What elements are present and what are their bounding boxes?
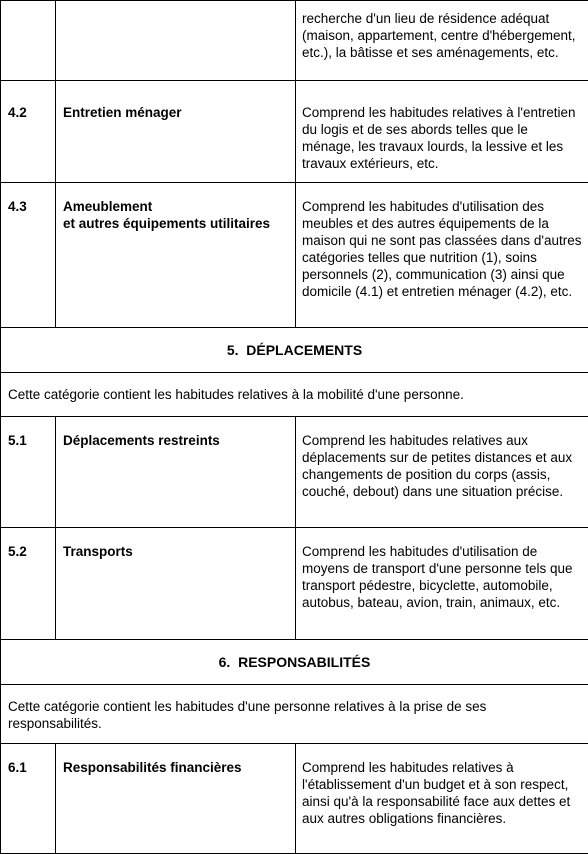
table-row <box>1 744 588 854</box>
row-number: 5.2 <box>1 528 56 640</box>
row-title: Ameublement et autres équipements utilitaires <box>56 183 296 328</box>
table-row <box>1 417 588 528</box>
row-number: 5.1 <box>1 417 56 528</box>
section-intro-row <box>1 373 588 417</box>
row-description: Comprend les habitudes relatives aux déplacements sur de petites distances et aux changements de position du corps (assis, couché, debout) dans une situation précise. <box>296 417 588 528</box>
row-description: Comprend les habitudes relatives à l'entretien du logis et de ses abords telles que le ménage, les travaux lourds, la lessive et les travaux extérieurs, etc. <box>296 81 588 183</box>
row-title: Entretien ménager <box>56 81 296 183</box>
section-heading: 6. RESPONSABILITÉS <box>1 640 588 685</box>
row-description: recherche d'un lieu de résidence adéquat (maison, appartement, centre d'hébergement, etc.), la bâtisse et ses aménagements, etc. <box>296 1 588 81</box>
section-intro-row <box>1 685 588 744</box>
section-intro: Cette catégorie contient les habitudes relatives à la mobilité d'une personne. <box>1 373 588 417</box>
table-row <box>1 1 588 81</box>
section-heading-row <box>1 640 588 685</box>
table-row <box>1 528 588 640</box>
row-number <box>1 1 56 81</box>
table-row <box>1 183 588 328</box>
row-title: Déplacements restreints <box>56 417 296 528</box>
row-description: Comprend les habitudes d'utilisation des meubles et des autres équipements de la maison qui ne sont pas classées dans d'autres catégories telles que nutrition (1), soins personnels (2), communication (3) ainsi que domicile (4.1) et entretien ménager (4.2), etc. <box>296 183 588 328</box>
row-title: Transports <box>56 528 296 640</box>
table-row <box>1 81 588 183</box>
row-number: 4.2 <box>1 81 56 183</box>
section-heading: 5. DÉPLACEMENTS <box>1 328 588 373</box>
row-title: Responsabilités financières <box>56 744 296 854</box>
row-description: Comprend les habitudes relatives à l'établissement d'un budget et à son respect, ainsi qu'à la responsabilité face aux dettes et aux autres obligations financières. <box>296 744 588 854</box>
section-intro: Cette catégorie contient les habitudes d'une personne relatives à la prise de ses responsabilités. <box>1 685 588 744</box>
row-description: Comprend les habitudes d'utilisation de moyens de transport d'une personne tels que transport pédestre, bicyclette, automobile, autobus, bateau, avion, train, animaux, etc. <box>296 528 588 640</box>
row-title <box>56 1 296 81</box>
row-number: 6.1 <box>1 744 56 854</box>
row-number: 4.3 <box>1 183 56 328</box>
section-heading-row <box>1 328 588 373</box>
